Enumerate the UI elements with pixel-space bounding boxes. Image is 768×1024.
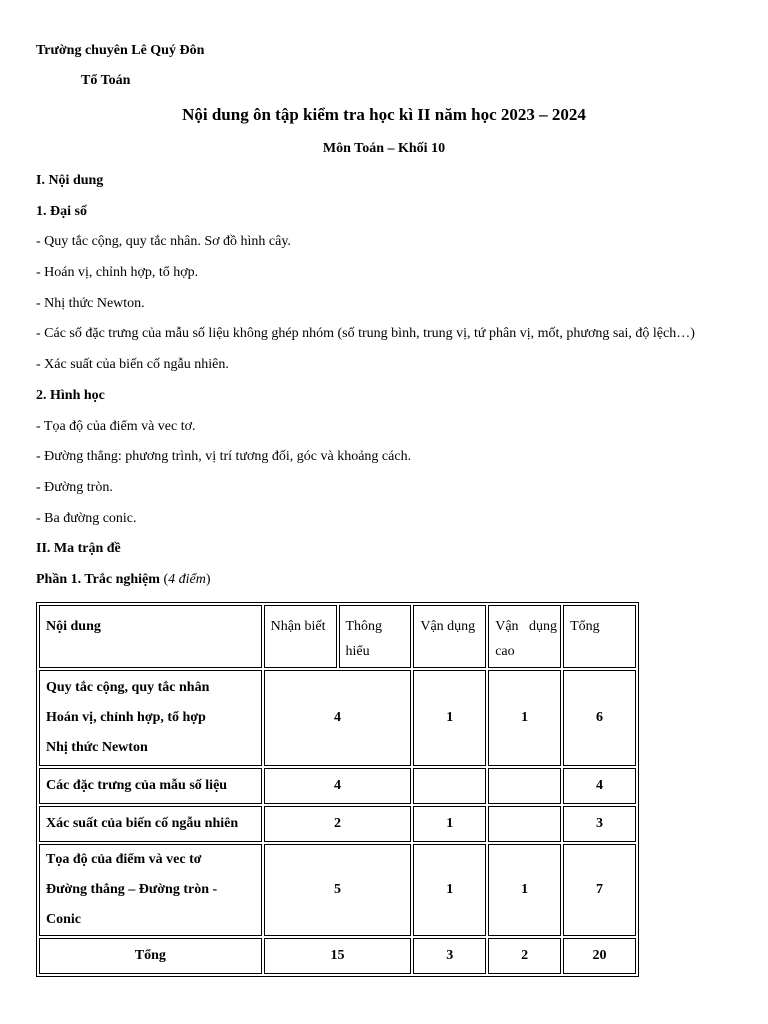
document-subtitle: Môn Toán – Khối 10: [322, 141, 446, 156]
table-row: [39, 670, 636, 766]
row-recognize-understand: 5: [264, 844, 412, 936]
header-total: Tổng: [563, 605, 636, 668]
header-apply-high-line2: cao: [495, 644, 515, 659]
row-total: 6: [563, 670, 636, 766]
header-apply-high-line1: Vận dụng: [495, 619, 558, 634]
row-apply: [413, 768, 486, 804]
subsection-heading-geometry: 2. Hình học: [36, 388, 105, 403]
row-content: [39, 670, 262, 766]
header-content: Nội dung: [39, 605, 262, 668]
part1-heading: [36, 572, 211, 588]
total-label: Tổng: [39, 938, 262, 974]
header-apply: Vận dụng: [413, 605, 486, 668]
row-apply: 1: [413, 670, 486, 766]
table-row: [39, 806, 636, 842]
algebra-item: - Xác suất của biến cố ngẫu nhiên.: [36, 357, 229, 372]
row-content-line: Tọa độ của điểm và vec tơ: [46, 852, 202, 867]
row-content-line: Hoán vị, chỉnh hợp, tổ hợp: [46, 710, 206, 725]
table-row: [39, 768, 636, 804]
row-apply-high: [488, 806, 561, 842]
row-content: [39, 768, 262, 804]
part1-label: Phần 1. Trắc nghiệm: [36, 572, 160, 587]
section-heading-content: I. Nội dung: [36, 173, 104, 188]
row-apply-high: 1: [488, 670, 561, 766]
geometry-item: - Tọa độ của điểm và vec tơ.: [36, 419, 196, 434]
row-apply: 1: [413, 844, 486, 936]
subsection-heading-algebra: 1. Đại số: [36, 204, 87, 219]
header-recognize: Nhận biết: [264, 605, 337, 668]
total-recognize-understand: 15: [264, 938, 412, 974]
row-content-line: Xác suất của biến cố ngẫu nhiên: [46, 816, 239, 831]
row-apply-high: 1: [488, 844, 561, 936]
row-content: [39, 806, 262, 842]
row-recognize-understand: 4: [264, 768, 412, 804]
geometry-item: - Đường thẳng: phương trình, vị trí tương đối, góc và khoảng cách.: [36, 449, 412, 464]
row-total: 7: [563, 844, 636, 936]
row-recognize-understand: 2: [264, 806, 412, 842]
row-content: [39, 844, 262, 936]
row-recognize-understand: 4: [264, 670, 412, 766]
row-apply: 1: [413, 806, 486, 842]
header-apply-high: [488, 605, 561, 668]
table-total-row: [39, 938, 636, 974]
section-heading-matrix: II. Ma trận đề: [36, 541, 121, 556]
row-content-line: Nhị thức Newton: [46, 740, 148, 755]
header-understand-line2: hiểu: [345, 644, 370, 659]
total-total: 20: [563, 938, 636, 974]
document-title: Nội dung ôn tập kiểm tra học kì II năm học 2023 – 2024: [182, 105, 586, 124]
table-header-row: [39, 605, 636, 668]
row-total: 4: [563, 768, 636, 804]
algebra-item: - Quy tắc cộng, quy tắc nhân. Sơ đồ hình cây.: [36, 234, 291, 249]
algebra-item: - Hoán vị, chỉnh hợp, tổ hợp.: [36, 265, 199, 280]
total-apply-high: 2: [488, 938, 561, 974]
row-content-line: Các đặc trưng của mẫu số liệu: [46, 778, 228, 793]
school-name: Trường chuyên Lê Quý Đôn: [36, 43, 205, 58]
table-row: [39, 844, 636, 936]
part1-close-paren: ): [205, 572, 211, 587]
total-apply: 3: [413, 938, 486, 974]
geometry-item: - Đường tròn.: [36, 480, 113, 495]
header-understand: [339, 605, 412, 668]
algebra-item: - Các số đặc trưng của mẫu số liệu không ghép nhóm (số trung bình, trung vị, tứ phân vị, mốt, phương sai, độ lệch…): [36, 326, 695, 341]
row-content-line: Quy tắc cộng, quy tắc nhân: [46, 680, 210, 695]
row-total: 3: [563, 806, 636, 842]
header-understand-line1: Thông: [345, 619, 383, 634]
row-apply-high: [488, 768, 561, 804]
geometry-item: - Ba đường conic.: [36, 511, 137, 526]
part1-open-paren: (: [159, 572, 169, 587]
algebra-item: - Nhị thức Newton.: [36, 296, 145, 311]
exam-matrix-table: [36, 602, 639, 977]
department-name: Tổ Toán: [81, 73, 131, 88]
part1-points: 4 điểm: [168, 572, 206, 587]
row-content-line: Đường thẳng – Đường tròn - Conic: [46, 882, 218, 927]
